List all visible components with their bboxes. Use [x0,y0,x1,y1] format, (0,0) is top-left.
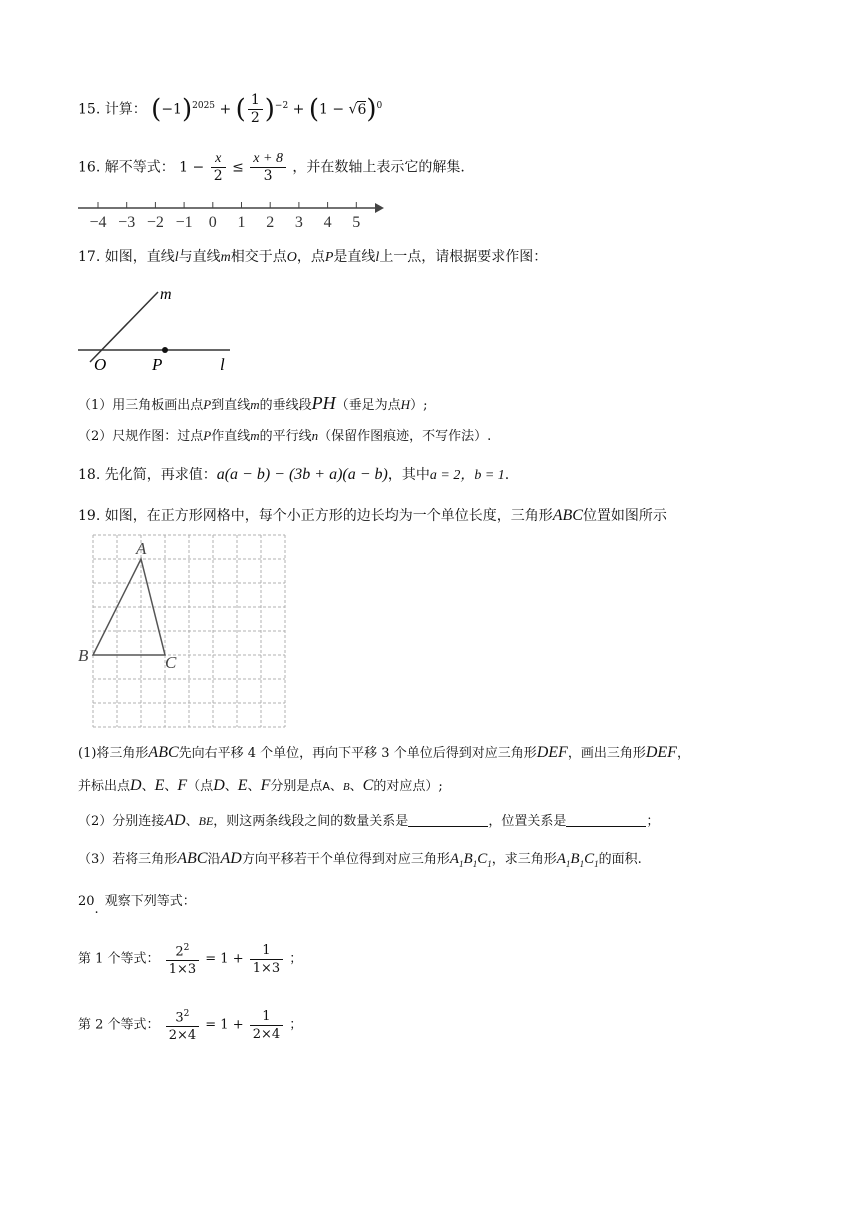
q19-grid-figure [74,534,288,730]
number-line-tick-label: 3 [294,214,303,231]
number-line-tick-label: 5 [352,214,361,231]
label-O: O [94,355,107,374]
q15-fraction: $\frac{1}{2}$ [248,92,263,127]
q16-suffix: ，并在数轴上表示它的解集. [292,159,465,176]
q19-sub1: (1)将三角形ABC先向右平移 4 个单位，再向下平移 3 个单位后得到对应三角形DEF，画出三角形DEF， [78,744,690,761]
question-20: 20.观察下列等式： [78,894,196,917]
label-A1B1C1-2: $A_1B_1C_1$ [556,851,599,869]
number-line-tick-label: 4 [323,214,332,231]
number-line-tick-label: −2 [146,214,164,231]
q16-prefix: 16. 解不等式： [78,159,175,176]
q17-figure [74,282,244,378]
line-m [90,292,158,362]
question-15: 15. 计算： $(-1)^{2025}$ + ( $\frac{1}{2}$ )$^{-2} + (1 - √6)^0$ [78,92,383,126]
q17-sub2: （2）尺规作图：过点P作直线m的平行线n（保留作图痕迹，不写作法）. [78,428,492,444]
label-B: B [78,646,89,665]
number-line-tick-label: 1 [237,214,246,231]
label-m: m [160,286,172,303]
question-17: 17. 如图，直线l与直线m相交于点O，点P是直线l上一点，请根据要求作图： [78,249,548,265]
q20-equation-1: 第 1 个等式： $\frac{2^2}{1\times 3}$ = 1 + $\frac{1}{1\times 3}$ ； [78,940,302,978]
q19-sub2: （2）分别连接AD、BE，则这两条线段之间的数量关系是 ，位置关系是 ； [78,812,660,829]
number-line-tick-label: −4 [89,214,107,231]
q16-lhs-fraction: $\frac{x}{2}$ [211,150,226,185]
question-16: 16. 解不等式： 1 − $\frac{x}{2}$ ≤ $\frac{x + 8}{3}$ ，并在数轴上表示它的解集. [78,151,465,184]
label-A: A [136,539,147,558]
q19-sub1-line2: 并标出点D、E、F（点D、E、F分别是点A、B、C的对应点）; [78,777,443,794]
point-P [162,347,168,353]
number-line-tick-label: 2 [266,214,275,231]
label-C: C [165,653,177,672]
q17-sub1: （1）用三角板画出点P到直线m的垂线段PH（垂足为点H）; [78,393,428,413]
answer-blank-quantity[interactable] [408,812,488,827]
number-line-tick-label: −1 [175,214,193,231]
q16-rhs-fraction: $\frac{x + 8}{3}$ [250,150,286,185]
number-line-tick-label: 0 [208,214,217,231]
question-19: 19. 如图，在正方形网格中，每个小正方形的边长均为一个单位长度，三角形ABC位置如图所示 [78,507,667,524]
q19-sub3: （3）若将三角形ABC沿AD方向平移若干个单位得到对应三角形$A_1B_1C_1$，求三角形$A_1B_1C_1$的面积. [78,850,642,869]
label-P: P [152,355,163,374]
q18-expression: a(a − b) − (3b + a)(a − b) [216,466,388,483]
number-line [70,196,390,232]
arrow-head-icon [375,203,384,213]
q20-equation-2: 第 2 个等式： $\frac{3^2}{2\times 4}$ = 1 + $\frac{1}{2\times 4}$ ； [78,1006,302,1044]
number-line-tick-label: −3 [118,214,136,231]
label-A1B1C1: $A_1B_1C_1$ [449,851,492,869]
label-l: l [220,355,225,374]
q15-exp-2025: 2025 [192,100,216,111]
q18-condition: a = 2，b = 1 [429,468,505,483]
question-18: 18. 先化简，再求值：a(a − b) − (3b + a)(a − b)，其中a = 2，b = 1. [78,466,510,483]
q15-prefix: 15. 计算： [78,101,147,118]
sqrt-symbol: √ [348,101,358,118]
answer-blank-position[interactable] [566,812,646,827]
